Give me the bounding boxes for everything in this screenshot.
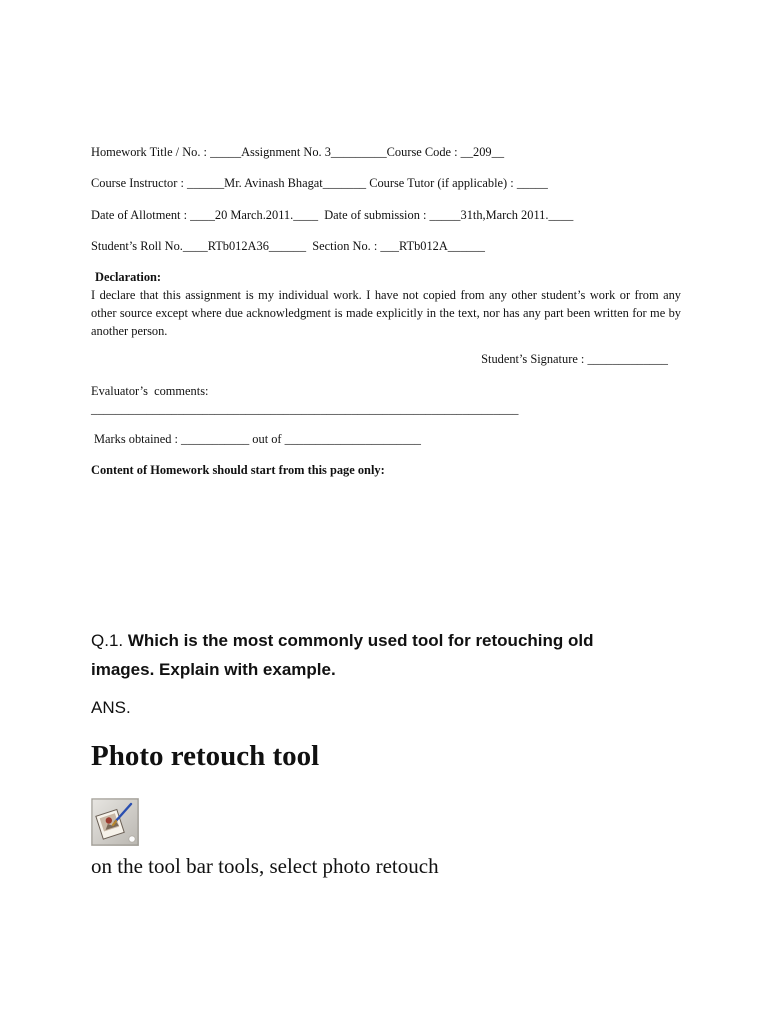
question-text: Which is the most commonly used tool for retouching old images. Explain with example. bbox=[91, 631, 594, 679]
evaluator-comments-label: Evaluator’s comments: bbox=[91, 384, 209, 398]
evaluator-comments-rule: _____________________________________________________________________ bbox=[91, 402, 519, 416]
marks-obtained-line: Marks obtained : ___________ out of ______________________ bbox=[94, 432, 421, 446]
answer-label: ANS. bbox=[91, 698, 131, 717]
question-number: Q.1. bbox=[91, 631, 124, 650]
photo-retouch-tool-icon bbox=[91, 798, 139, 846]
roll-number-line: Student’s Roll No.____RTb012A36______ Section No. : ___RTb012A______ bbox=[91, 239, 485, 253]
tool-caption: on the tool bar tools, select photo retouch bbox=[91, 854, 439, 878]
declaration-heading: Declaration: bbox=[95, 270, 162, 284]
course-instructor-line: Course Instructor : ______Mr. Avinash Bhagat_______ Course Tutor (if applicable) : _____ bbox=[91, 176, 548, 190]
declaration-body: I declare that this assignment is my individual work. I have not copied from any other student’s work or from any other source except where due acknowledgment is made explicitly in the text, nor has any part been written for me by another person. bbox=[91, 288, 681, 338]
student-signature-line: Student’s Signature : _____________ bbox=[481, 352, 668, 366]
content-start-note: Content of Homework should start from this page only: bbox=[91, 463, 385, 477]
question-1 bbox=[91, 626, 651, 684]
homework-title-line: Homework Title / No. : _____Assignment No. 3_________Course Code : __209__ bbox=[91, 145, 505, 159]
answer-heading: Photo retouch tool bbox=[91, 740, 320, 772]
allotment-date-line: Date of Allotment : ____20 March.2011.____ Date of submission : _____31th,March 2011.____ bbox=[91, 208, 574, 222]
